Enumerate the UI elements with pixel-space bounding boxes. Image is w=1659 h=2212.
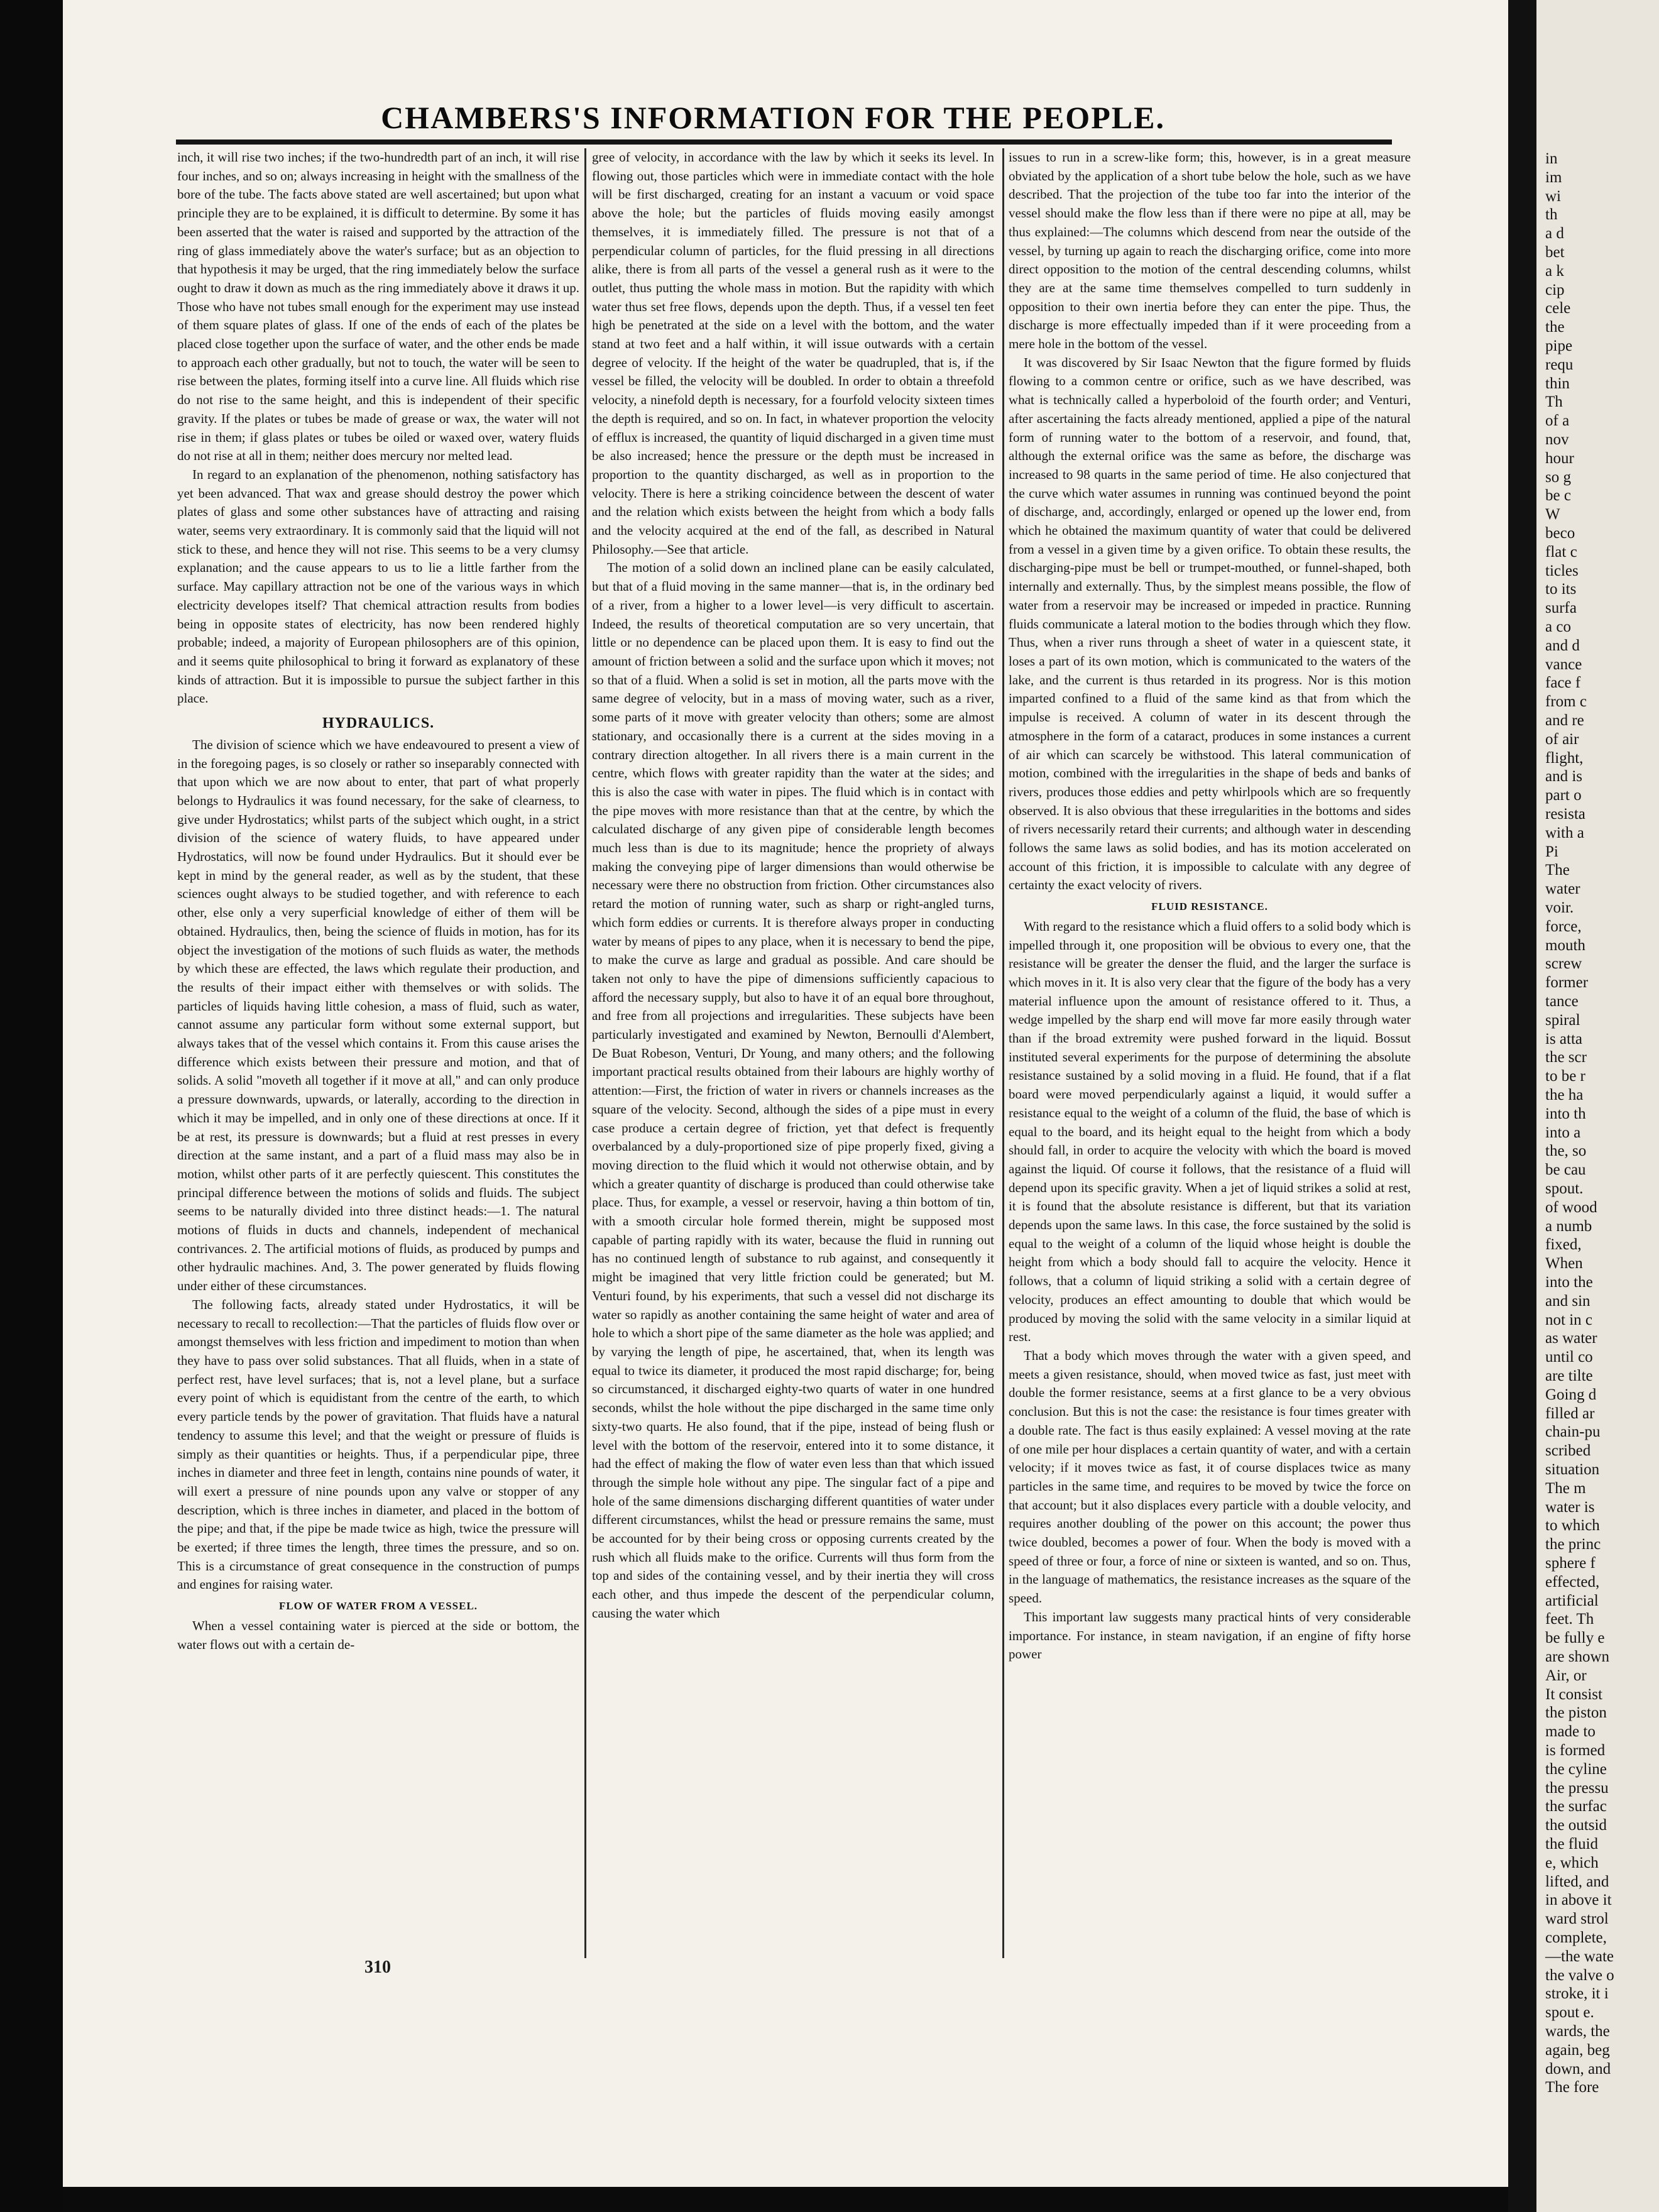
next-page-line-fragment: W xyxy=(1545,506,1560,523)
next-page-line-fragment: mouth xyxy=(1545,936,1585,954)
next-page-line-fragment: so g xyxy=(1545,468,1571,486)
next-page-line-fragment: nov xyxy=(1545,431,1569,448)
text-column-3 xyxy=(1009,148,1411,1664)
next-page-line-fragment: with a xyxy=(1545,824,1584,841)
next-page-line-fragment: the princ xyxy=(1545,1536,1601,1553)
next-page-line-fragment: a numb xyxy=(1545,1217,1592,1235)
next-page-line-fragment: im xyxy=(1545,168,1562,186)
next-page-line-fragment: are tilte xyxy=(1545,1367,1593,1384)
binding-gutter xyxy=(1508,0,1536,2212)
next-page-line-fragment: requ xyxy=(1545,356,1574,373)
next-page-line-fragment: bet xyxy=(1545,244,1565,261)
next-page-line-fragment: th xyxy=(1545,206,1558,224)
section-title-hydraulics: HYDRAULICS. xyxy=(322,715,435,732)
next-page-line-fragment: artificial xyxy=(1545,1592,1599,1609)
next-page-line-fragment: into the xyxy=(1545,1274,1593,1291)
next-page-line-fragment: spout e. xyxy=(1545,2004,1594,2022)
next-page-line-fragment: filled ar xyxy=(1545,1404,1595,1422)
paragraph: inch, it will rise two inches; if the two-hundredth part of an inch, it will rise four inches, and so on; always increasing in height with the smallness of the bore of the tube. The facts above stated are well ascertained; but upon what principle they are to be explained, it is difficult to determine. By some it has been asserted that the water is raised and supported by the attraction of the ring of glass immediately above the water's surface; but as an objection to that hypothesis it may be urged, that the ring immediately below the surface ought to draw it down as much as the ring immediately above it draws it up. Those who have not tubes small enough for the experiment may use instead of them square plates of glass. If one of the ends of each of the plates be placed close together upon the surface of water, and the other ends be made to approach each other gradually, but not to touch, the water will be seen to rise between the plates, forming itself into a curve line. All fluids which rise do not rise to the same height, and this is independent of their specific gravity. If the plates or tubes be made of grease or wax, the water will not rise in them; if glass plates or tubes be oiled or waxed over, watery fluids do not rise at all in them; neither does mercury nor melted lead. xyxy=(177,150,579,464)
paragraph: The motion of a solid down an inclined plane can be easily calculated, but that of a fluid moving in the same manner—that is, in the ordinary bed of a river, from a higher to a lower level—is very difficult to ascertain. Indeed, the results of theoretical computation are so very uncertain, that little or no dependence can be placed upon them. It is easy to find out the amount of friction between a solid and the surface upon which it moves; not so that of a fluid. When a solid is set in motion, all the parts move with the same degree of velocity, but in a mass of moving water, such as a river, some parts of it move with greater velocity than others; some are almost stationary, and occasionally there is a current at the sides moving in a contrary direction altogether. In all rivers there is a main current in the centre, which flows with greater rapidity than the water at the sides; and this is also the case with water in pipes. The fluid which is in contact with the pipe moves with more resistance than that at the centre, by which the calculated discharge of any given pipe of considerable length becomes much less than is due to its magnitude; hence the propriety of always making the conveying pipe of larger dimensions than would otherwise be necessary were there no obstruction from friction. Other circumstances also retard the motion of running water, such as sharp or right-angled turns, which form eddies or currents. It is therefore always proper in conducting water by means of pipes to any place, when it is necessary to bend the pipe, to make the curve as large and gradual as possible. And care should be taken not only to have the pipe of dimensions sufficiently capacious to afford the necessary supply, but also to have it of an equal bore throughout, and free from all projections and irregularities. These subjects have been particularly investigated and examined by Newton, Bernoulli d'Alembert, De Buat Robeson, Venturi, Dr Young, and many others; and the following important practical results obtained from their labours are highly worthy of attention:—First, the friction of water in rivers or channels increases as the square of the velocity. Second, although the sides of a pipe must in every case produce a certain degree of friction, yet that defect is frequently overbalanced by a duly-proportioned size of pipe properly fixed, giving a moving direction to the fluid which it would not otherwise obtain, and by which a greater quantity of discharge is produced than could otherwise take place. Thus, for example, a vessel or reservoir, having a thin bottom of tin, with a smooth circular hole formed therein, might be supposed most capable of parting rapidly with its water, because the fluid in running out has no continued length of substance to rub against, and consequently it might be imagined that very little friction could be generated; but M. Venturi found, by his experiments, that such a vessel did not discharge its water so rapidly as another containing the same height of water and area of hole to which a short pipe of the same diameter as the hole was applied; and by varying the length of pipe, he ascertained, that, when its length was equal to twice its diameter, it produced the most rapid discharge; for, being so circumstanced, it discharged eighty-two quarts of water in one hundred seconds, whilst the hole without the pipe discharged in the same time only sixty-two quarts. He also found, that if the pipe, instead of being flush or level with the bottom of the reservoir, entered into it to some distance, it had the effect of making the flow of water even less than that which issued through the simple hole without any pipe. The singular fact of a pipe and hole of the same dimensions discharging different quantities of water under different circumstances, whilst the head or pressure remains the same, must be accounted for by their being cross or opposing currents created by the rush which all fluids make to the orifice. Currents will thus form from the top and sides of the containing vessel, and by their inertia they will cross each other, and thus impede the descent of the perpendicular column, causing the water which xyxy=(592,560,994,1621)
next-page-line-fragment: not in c xyxy=(1545,1311,1592,1328)
next-page-line-fragment: and re xyxy=(1545,712,1584,729)
next-page-line-fragment: ticles xyxy=(1545,562,1579,579)
subsection-title-resistance: FLUID RESISTANCE. xyxy=(1151,901,1268,913)
next-page-line-fragment: the valve o xyxy=(1545,1966,1614,1984)
column-divider-1 xyxy=(584,148,586,1958)
text-column-1 xyxy=(177,148,579,1654)
next-page-line-fragment: the outsid xyxy=(1545,1817,1607,1834)
next-page-line-fragment: complete, xyxy=(1545,1929,1607,1946)
next-page-line-fragment: surfa xyxy=(1545,600,1577,617)
next-page-line-fragment: effected, xyxy=(1545,1573,1600,1591)
next-page-line-fragment: the piston xyxy=(1545,1704,1607,1722)
next-page-line-fragment: cele xyxy=(1545,300,1571,317)
paragraph: issues to run in a screw-like form; this, however, is in a great measure obviated by the application of a short tube below the hole, such as we have described. That the projection of the tube too far into the interior of the vessel should make the flow less than if there were no pipe at all, may be thus explained:—The columns which descend from near the outside of the vessel, by turning up again to reach the discharging orifice, come into more direct opposition to the motion of the central descending columns, whilst they are at the same time themselves compelled to turn suddenly in opposition to their own inertia before they can enter the pipe. Thus, the discharge is more effectually impeded than if it were proceeding from a mere hole in the bottom of the vessel. xyxy=(1009,150,1411,352)
next-page-line-fragment: until co xyxy=(1545,1349,1593,1366)
next-page-line-fragment: spout. xyxy=(1545,1180,1584,1197)
next-page-line-fragment: from c xyxy=(1545,693,1587,711)
next-page-line-fragment: fixed, xyxy=(1545,1236,1582,1254)
next-page-line-fragment: —the wate xyxy=(1545,1947,1614,1965)
next-page-line-fragment: made to xyxy=(1545,1723,1596,1741)
next-page-line-fragment: The fore xyxy=(1545,2079,1599,2096)
next-page-line-fragment: in xyxy=(1545,150,1558,167)
next-page-line-fragment: the surfac xyxy=(1545,1798,1607,1815)
next-page-line-fragment: The xyxy=(1545,862,1570,879)
next-page-line-fragment: of wood xyxy=(1545,1198,1597,1216)
next-page-line-fragment: the cyline xyxy=(1545,1760,1607,1778)
paragraph: It was discovered by Sir Isaac Newton that the figure formed by fluids flowing to a common centre or orifice, such as we have described, was what is technically called a hyperboloid of the fourth order; and Venturi, after ascertaining the facts already mentioned, applied a pipe of the natural form of running water to the bottom of a reservoir, and found, that, although the external orifice was the same as before, the discharge was increased to 98 quarts in the same period of time. He also conjectured that the curve which water assumes in running was continued beyond the point of discharge, and, accordingly, enlarged or opened up the lower end, from which he obtained the maximum quantity of water that could be delivered from a vessel in a given time by a given orifice. To obtain these results, the discharging-pipe must be bell or trumpet-mouthed, or funnel-shaped, both internally and externally. Thus, by the simplest means possible, the flow of water from a reservoir may be increased or impeded in practice. Running fluids communicate a lateral motion to the bodies through which they flow. Thus, when a river runs through a sheet of water in a quiescent state, it loses a part of its own motion, which is communicated to the waters of the lake, and the current is thus retarded in its progress. Nor is this motion imparted confined to a fluid of the same kind as that from which the impulse is received. A column of water in its descent through the atmosphere in the form of a cataract, produces in some instances a current of air which can scarcely be withstood. This lateral communication of motion, combined with the irregularities in the shape of beds and banks of rivers, produces those eddies and petty whirlpools which are so frequently observed. It is also obvious that these irregularities in the bottoms and sides of rivers necessarily retard their currents; and although water in descending follows the same laws as solid bodies, and has its motion accelerated on account of this friction, it is impossible to calculate with any degree of certainty the exact velocity of rivers. xyxy=(1009,354,1411,893)
next-page-line-fragment: The m xyxy=(1545,1479,1586,1497)
next-page-line-fragment: is atta xyxy=(1545,1030,1583,1048)
next-page-line-fragment: Air, or xyxy=(1545,1667,1587,1684)
next-page-line-fragment: thin xyxy=(1545,375,1570,392)
paragraph: The division of science which we have endeavoured to present a view of in the foregoing pages, is so closely or rather so inseparably connected with that upon which we are now about to enter, that part of what properly belongs to Hydraulics it was found necessary, for the sake of clearness, to give under Hydrostatics; whilst parts of the subject which ought, in a strict division of the science of watery fluids, to have appeared under Hydrostatics, will now be found under Hydraulics. But it should ever be kept in mind by the general reader, as well as by the student, that these sciences ought always to be studied together, and with reference to each other, else only a very superficial knowledge of either of them will be obtained. Hydraulics, then, being the science of fluids in motion, has for its object the investigation of the motions of such fluids as water, the methods by which these are effected, the laws which regulate their production, and the results of their impact either with themselves or with solids. The particles of liquids having little cohesion, a mass of fluid, such as water, cannot assume any particular form without some external support, but always takes that of the vessel which contains it. From this cause arises the difference which exists between their pressure and motion, and that of solids. A solid "moveth all together if it move at all," and can only produce a pressure downwards, upwards, or laterally, according to the direction in which it may be impelled, and in only one of these directions at once. If it be at rest, its pressure is downwards; but a fluid at rest presses in every direction at the same instant, and a part of a fluid mass may also be in motion, whilst other parts of it are perfectly quiescent. This constitutes the principal difference between the motions of solids and fluids. The subject seems to be naturally divided into three distinct heads:—1. The natural motions of fluids in ducts and channels, independent of mechanical contrivances. 2. The artificial motions of fluids, as produced by pumps and other hydraulic machines. And, 3. The power generated by fluids flowing under either of these circumstances. xyxy=(177,736,579,1294)
next-page-line-fragment: the scr xyxy=(1545,1049,1587,1066)
next-page-line-fragment: lifted, and xyxy=(1545,1873,1609,1890)
next-page-line-fragment: chain-pu xyxy=(1545,1423,1601,1441)
paragraph: gree of velocity, in accordance with the law by which it seeks its level. In flowing out, those particles which were in immediate contact with the hole will be first discharged, creating for an instant a vacuum or void space above the hole; but the particles of fluids moving easily amongst themselves, it is immediately filled. The pressure is not that of a perpendicular column of particles, for the fluid pressing in all directions alike, there is from all parts of the vessel a general rush as it were to the outlet, thus putting the whole mass in motion. But the rapidity with which water thus set free flows, depends upon the depth. Thus, if a vessel ten feet high be penetrated at the side on a level with the bottom, and the water stand at two feet and a half within, it will issue outwards with a certain degree of velocity. If the height of the water be quadrupled, that is, if the vessel be filled, the velocity will be doubled. In order to obtain a threefold velocity, a ninefold depth is necessary, for a fourfold velocity sixteen times the depth is required, and so on. In fact, in whatever proportion the velocity of efflux is increased, the quantity of liquid discharged in a given time must be also increased; hence the pressure or the depth must be increased in proportion to the quantity discharged, as well as in proportion to the velocity. There is here a striking coincidence between the descent of water and the relation which exists between the height from which a body falls and the velocity acquired at the end of the fall, as described in Natural Philosophy.—See that article. xyxy=(592,150,994,557)
paragraph: With regard to the resistance which a fluid offers to a solid body which is impelled through it, one proposition will be obvious to every one, that the resistance will be greater the denser the fluid, and the larger the surface is which moves in it. It is also very clear that the figure of the body has a very material influence upon the amount of resistance offered to it. Thus, a wedge impelled by the sharp end will move far more easily through water than if the broad extremity were pushed forward in the liquid. Bossut instituted several experiments for the purpose of determining the absolute resistance sustained by a solid moving in a fluid. He found, that if a flat board were moved perpendicularly against a liquid, it would suffer a resistance equal to the weight of a column of the fluid, the base of which is equal to the board, and its height equal to the height from which a body should fall, in order to acquire the velocity with which the board is moved against the liquid. Of course it follows, that the resistance of a fluid will depend upon its specific gravity. When a jet of liquid strikes a solid at rest, it is found that the absolute resistance is different, but that its variation depends upon the same laws. In this case, the force sustained by the solid is equal to the weight of a column of the liquid whose height is double the height from which a body should fall to acquire the velocity. Hence it follows, that a column of liquid striking a solid with a certain degree of velocity, produces an effect amounting to double that which would be produced by moving the solid with the same velocity in a similar liquid at rest. xyxy=(1009,918,1411,1345)
next-page-line-fragment: in above it xyxy=(1545,1892,1612,1909)
next-page-line-fragment: of a xyxy=(1545,412,1570,430)
next-page-line-fragment: flat c xyxy=(1545,543,1577,561)
next-page-line-fragment: the ha xyxy=(1545,1087,1584,1103)
adjacent-page-edge xyxy=(1536,0,1659,2212)
next-page-line-fragment: are shown xyxy=(1545,1648,1610,1665)
paragraph: The following facts, already stated under Hydrostatics, it will be necessary to recall to recollection:—That the particles of fluids flow over or amongst themselves with less friction and impediment to motion than when they have to pass over solid substances. That all fluids, when in a state of perfect rest, have level surfaces; that is, not a level plane, but a surface every point of which is equidistant from the centre of the earth, to which every particle tends by the power of gravitation. That fluids have a natural tendency to assume this level; and that the weight or pressure of fluids is simply as their quantities or heights. Thus, if a perpendicular pipe, three inches in diameter and three feet in length, contains nine pounds of water, it will exert a pressure of nine pounds upon any valve or stopper of any description, which is three inches in diameter, and placed in the bottom of the pipe; and that, if the pipe be made twice as high, twice the pressure will be exerted; if three times the length, three times the pressure, and so on. This is a circumstance of great consequence in the construction of pumps and engines for raising water. xyxy=(177,1296,579,1592)
left-scan-margin xyxy=(0,0,63,2212)
next-page-line-fragment: to be r xyxy=(1545,1068,1585,1085)
next-page-line-fragment: situation xyxy=(1545,1461,1600,1478)
next-page-line-fragment: force, xyxy=(1545,917,1582,935)
next-page-line-fragment: beco xyxy=(1545,525,1575,542)
page-number: 310 xyxy=(364,1957,391,1977)
next-page-line-fragment: voir. xyxy=(1545,899,1574,916)
next-page-line-fragment: down, and xyxy=(1545,2060,1611,2078)
next-page-line-fragment: is formed xyxy=(1545,1742,1606,1759)
next-page-line-fragment: be cau xyxy=(1545,1161,1586,1179)
next-page-line-fragment: hour xyxy=(1545,449,1574,467)
next-page-line-fragment: flight, xyxy=(1545,749,1584,767)
next-page-line-fragment: vance xyxy=(1545,655,1582,673)
next-page-line-fragment: face f xyxy=(1545,674,1581,692)
next-page-line-fragment: Going d xyxy=(1545,1386,1597,1403)
next-page-line-fragment: Th xyxy=(1545,393,1563,411)
next-page-line-fragment: be c xyxy=(1545,487,1571,505)
next-page-line-fragment: a d xyxy=(1545,225,1564,243)
column-divider-2 xyxy=(1002,148,1004,1958)
next-page-line-fragment: part o xyxy=(1545,787,1582,804)
next-page-line-fragment: into a xyxy=(1545,1124,1581,1141)
next-page-line-fragment: cip xyxy=(1545,281,1565,298)
paragraph: When a vessel containing water is pierced at the side or bottom, the water flows out with a certain de- xyxy=(177,1618,579,1652)
next-page-line-fragment: former xyxy=(1545,974,1589,992)
next-page-line-fragment: of air xyxy=(1545,730,1579,748)
header-rule xyxy=(176,140,1392,145)
next-page-line-fragment: sphere f xyxy=(1545,1555,1596,1572)
next-page-line-fragment: stroke, it i xyxy=(1545,1985,1609,2003)
subsection-title-flow: FLOW OF WATER FROM A VESSEL. xyxy=(278,1600,478,1612)
next-page-line-fragment: e, which xyxy=(1545,1854,1599,1871)
next-page-line-fragment: and is xyxy=(1545,768,1583,786)
next-page-line-fragment: the pressu xyxy=(1545,1779,1609,1797)
next-page-line-fragment: wi xyxy=(1545,187,1561,205)
next-page-line-fragment: Pi xyxy=(1545,843,1558,860)
next-page-line-fragment: spiral xyxy=(1545,1011,1580,1029)
next-page-line-fragment: as water xyxy=(1545,1330,1597,1347)
next-page-line-fragment: the, so xyxy=(1545,1142,1587,1160)
text-column-2 xyxy=(592,148,994,1623)
next-page-line-fragment: feet. Th xyxy=(1545,1611,1594,1628)
next-page-line-fragment: a k xyxy=(1545,262,1564,280)
next-page-line-fragment: again, beg xyxy=(1545,2041,1610,2059)
next-page-line-fragment: to its xyxy=(1545,581,1577,598)
next-page-line-fragment: into th xyxy=(1545,1105,1586,1122)
next-page-line-fragment: screw xyxy=(1545,955,1582,973)
next-page-line-fragment: When xyxy=(1545,1255,1583,1273)
next-page-line-fragment: resista xyxy=(1545,806,1585,823)
paragraph: This important law suggests many practical hints of very considerable importance. For instance, in steam navigation, if an engine of fifty horse power xyxy=(1009,1609,1411,1662)
next-page-line-fragment: and d xyxy=(1545,637,1580,654)
paragraph: In regard to an explanation of the phenomenon, nothing satisfactory has yet been advanced. That wax and grease should destroy the power which plates of glass and some other substances have of attracting and raising water, seems very extraordinary. It is commonly said that the liquid will not stick to these, and hence they will not rise. This seems to be a very clumsy explanation; and the cause appears to us to lie a little farther from the surface. May capillary attraction not be one of the various ways in which electricity developes itself? That chemical attraction results from bodies being in opposite states of electricity, has now been rendered highly probable; indeed, a majority of European philosophers are of this opinion, and it seems quite philosophical to bring it forward as explanatory of these kinds of attraction. But it is impossible to pursue the subject farther in this place. xyxy=(177,466,579,706)
page-header-title: CHAMBERS'S INFORMATION FOR THE PEOPLE. xyxy=(381,100,1165,135)
next-page-line-fragment: tance xyxy=(1545,993,1579,1010)
next-page-line-fragment: the fluid xyxy=(1545,1836,1599,1853)
next-page-line-fragment: It consist xyxy=(1545,1685,1602,1703)
next-page-line-fragment: the xyxy=(1545,319,1565,336)
next-page-line-fragment: and sin xyxy=(1545,1292,1591,1310)
paragraph: That a body which moves through the water with a given speed, and meets a given resistance, should, when moved twice as fast, just meet with double the former resistance, seems at a first glance to be a very obvious conclusion. But this is not the case: the resistance is four times greater with a double rate. The fact is thus easily explained: A vessel moving at the rate of one mile per hour displaces a certain quantity of water, and with a certain velocity; if it moves twice as fast, it of course displaces twice as many particles in the same time, and requires to be moved by twice the force on that account; but it also displaces every particle with a double velocity, and requires another doubling of the power on this account; the power thus twice doubled, becomes a power of four. When the body is moved with a speed of three or four, a force of nine or sixteen is wanted, and so on. Thus, in the language of mathematics, the resistance increases as the square of the speed. xyxy=(1009,1348,1411,1606)
next-page-line-fragment: to which xyxy=(1545,1517,1600,1535)
next-page-line-fragment: be fully e xyxy=(1545,1629,1605,1647)
next-page-line-fragment: water xyxy=(1545,880,1580,898)
next-page-line-fragment: scribed xyxy=(1545,1442,1591,1460)
next-page-line-fragment: wards, the xyxy=(1545,2023,1610,2040)
next-page-line-fragment: a co xyxy=(1545,618,1571,635)
next-page-line-fragment: ward strol xyxy=(1545,1910,1609,1928)
next-page-line-fragment: water is xyxy=(1545,1498,1595,1516)
next-page-line-fragment: pipe xyxy=(1545,337,1573,354)
